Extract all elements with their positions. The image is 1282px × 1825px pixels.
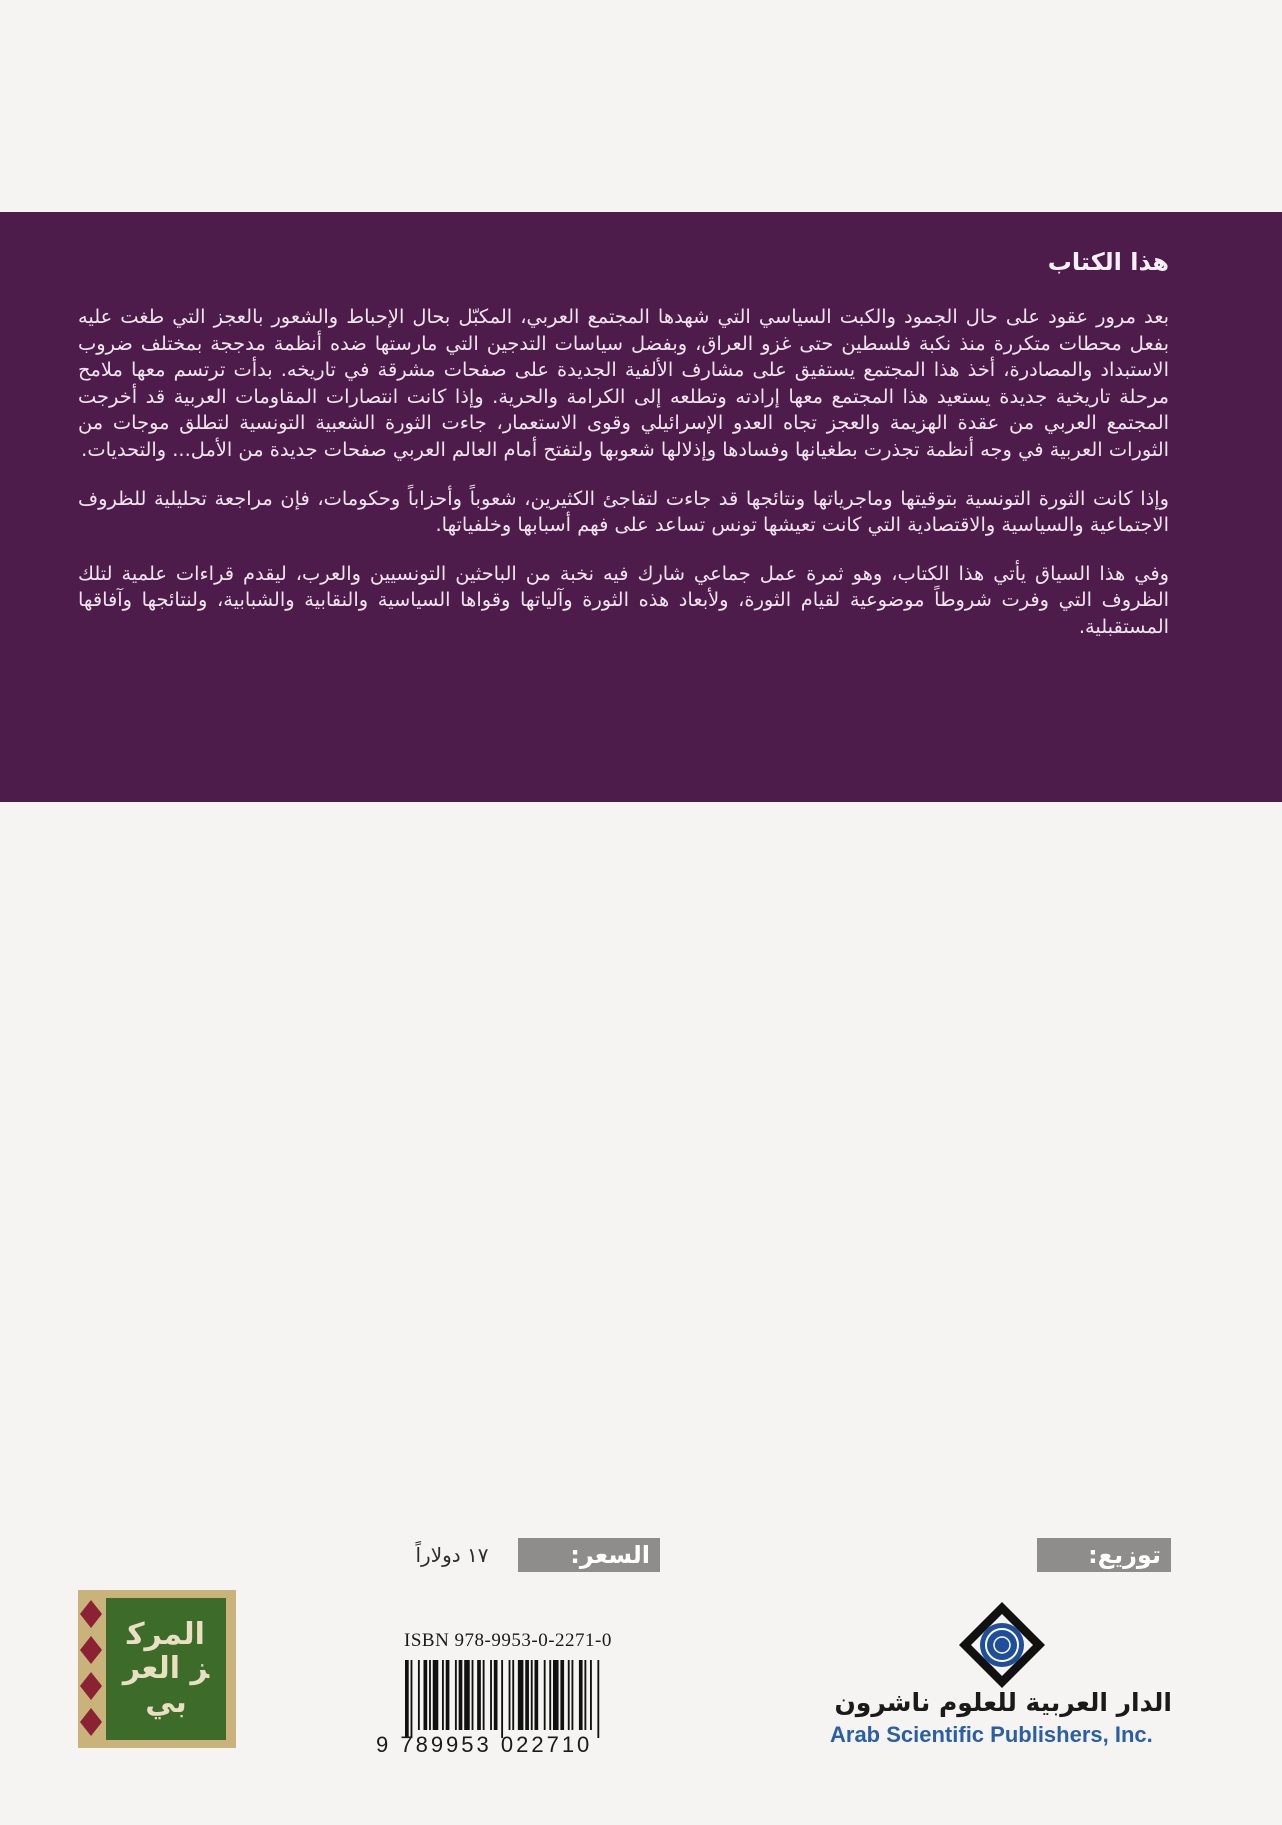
barcode-bar — [472, 1660, 474, 1730]
barcode — [403, 1660, 665, 1738]
price-value: ١٧ دولاراً — [415, 1543, 489, 1567]
description-text-block — [78, 246, 1169, 663]
barcode-bar — [477, 1660, 481, 1730]
barcode-bar — [418, 1660, 420, 1730]
barcode-bar — [590, 1660, 592, 1730]
imprint-logo-text: المركز العربي — [122, 1617, 210, 1720]
barcode-bar — [405, 1660, 409, 1738]
section-title: هذا الكتاب — [1047, 248, 1169, 276]
barcode-bar — [535, 1660, 539, 1730]
barcode-bar — [509, 1660, 511, 1730]
barcode-bar — [501, 1660, 503, 1738]
isbn-text: ISBN 978-9953-0-2271-0 — [404, 1630, 612, 1651]
barcode-bar — [560, 1660, 564, 1730]
barcode-bar — [525, 1660, 529, 1730]
barcode-bar — [531, 1660, 533, 1730]
barcode-bar — [553, 1660, 559, 1730]
distribution-label: توزيع: — [1037, 1538, 1171, 1572]
barcode-digits: 9 789953 022710 — [376, 1732, 593, 1757]
barcode-bar — [411, 1660, 413, 1738]
barcode-bar — [512, 1660, 514, 1730]
barcode-bar — [544, 1660, 546, 1730]
imprint-logo-panel — [106, 1598, 226, 1740]
barcode-bar — [584, 1660, 586, 1730]
imprint-logo — [78, 1590, 236, 1748]
description-paragraph-1: بعد مرور عقود على حال الجمود والكبت السياسي التي شهدها المجتمع العربي، المكبّل بحال الإحباط والشعور بالعجز التي طغت عليه بفعل محطات متكررة منذ نكبة فلسطين حتى غزو العراق، وبفضل سياسات التدجين التي مارستها ضده أنظمة مدججة بمختلف ضروب الاستبداد والمصادرة، أخذ هذا المجتمع يستفيق على مشارف الألفية الجديدة على صفحات مشرقة في تاريخه. بدأت ترتسم معها ملامح مرحلة تاريخية جديدة يستعيد هذا المجتمع معها إرادته وتطلعه إلى الكرامة والحرية. وإذا كانت انتصارات المقاومات العربية قد أخرجت المجتمع العربي من عقدة الهزيمة والعجز تجاه العدو الإسرائيلي وقوى الاستعمار، جاءت الثورة الشعبية التونسية لتطلق موجات من الثورات العربية في وجه أنظمة تجذرت بطغيانها وفسادها وإذلالها شعوبها ولتفتح أمام العالم العربي صفحات جديدة من الأمل... والتحديات. — [78, 305, 1169, 461]
publisher-name-arabic: الدار العربية للعلوم ناشرون — [834, 1688, 1172, 1717]
barcode-bar — [433, 1660, 439, 1730]
description-paragraph-3: وفي هذا السياق يأتي هذا الكتاب، وهو ثمرة عمل جماعي شارك فيه نخبة من الباحثين التونسيين والعرب، ليقدم قراءات علمية لتلك الظروف التي وفرت شروطاً موضوعية لقيام الثورة، ولأبعاد هذه الثورة وآلياتها وقواها السياسية والنقابية والشبابية، ولنتائجها وآفاقها المستقبلية. — [78, 561, 1169, 638]
description-paragraph-2: وإذا كانت الثورة التونسية بتوقيتها وماجرياتها ونتائجها قد جاءت لتفاجئ الكثيرين، شعوباً وأحزاباً وحكومات، فإن مراجعة تحليلية للظروف الاجتماعية والسياسية والاقتصادية التي كانت تعيشها تونس تساعد على فهم أسبابها وخلفياتها. — [78, 486, 1169, 537]
imprint-logo-border-icon — [78, 1598, 104, 1740]
description-band — [0, 212, 1282, 802]
barcode-bar — [579, 1660, 583, 1730]
barcode-bar — [483, 1660, 485, 1730]
barcode-bar — [490, 1660, 492, 1730]
barcode-bar — [429, 1660, 431, 1730]
barcode-bar — [572, 1660, 574, 1730]
publisher-logo-icon — [957, 1600, 1047, 1690]
barcode-bar — [518, 1660, 524, 1730]
publisher-name-english: Arab Scientific Publishers, Inc. — [830, 1722, 1153, 1747]
barcode-bar — [549, 1660, 551, 1730]
barcode-bar — [459, 1660, 463, 1730]
barcode-bar — [597, 1660, 599, 1738]
barcode-bar — [568, 1660, 570, 1730]
price-label: السعر: — [518, 1538, 660, 1572]
barcode-bar — [464, 1660, 470, 1730]
barcode-bar — [442, 1660, 444, 1730]
barcode-bar — [446, 1660, 450, 1730]
barcode-bar — [455, 1660, 457, 1730]
barcode-bar — [494, 1660, 498, 1730]
barcode-bar — [424, 1660, 428, 1730]
